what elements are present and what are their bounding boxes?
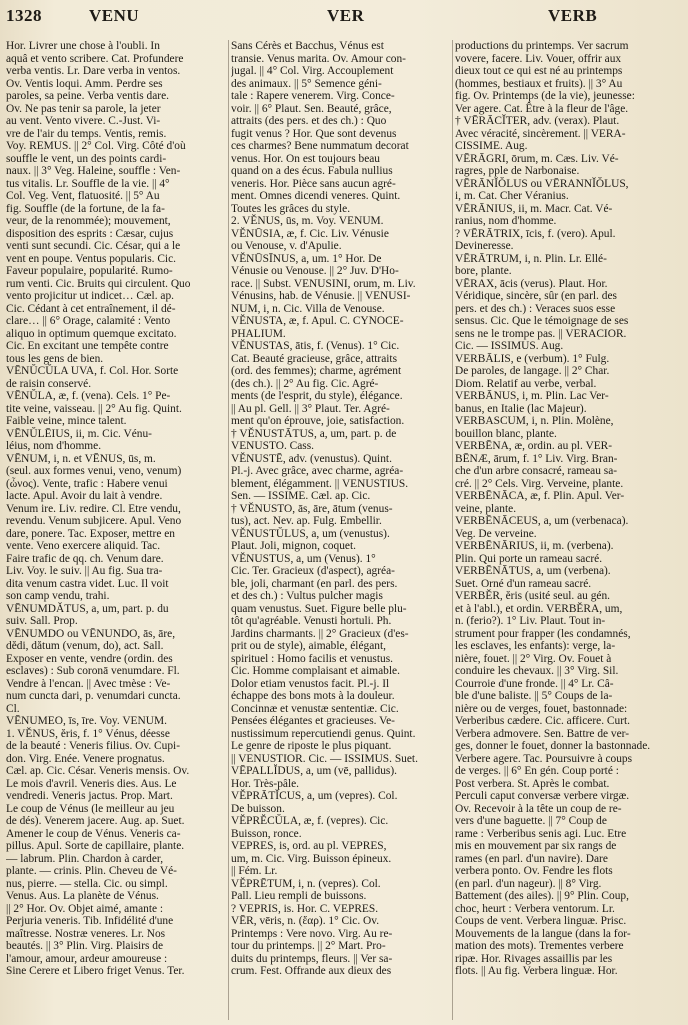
text-line: ranius, nom d'homme. — [455, 215, 557, 227]
text-line: prit ou de style), aimable, élégant, — [231, 640, 386, 652]
text-line: don. Virg. Enée. Venere prognatus. — [6, 752, 165, 765]
text-line: nustissimum repercutiendi genus. Quint. — [231, 727, 416, 740]
text-line: 2. VĔNUS, ūs, m. Voy. VENUM. — [231, 215, 384, 227]
text-line: (ord. des femmes); charme, agrément — [231, 365, 402, 377]
text-line: clare… || 6° Orage, calamité : Vento — [6, 315, 171, 327]
text-line: Cæl. ap. Cic. César. Veneris mensis. Ov. — [6, 765, 190, 777]
text-line: Cic. Cédant à cet entraînement, il dé- — [6, 302, 176, 315]
text-line: sensus. Cic. Que le témoignage de ses — [455, 315, 629, 327]
text-line: mis en mouvement par six rangs de — [455, 840, 617, 852]
text-line: tale : Rapere venerem. Virg. Conce- — [231, 90, 395, 102]
text-line: strument pour frapper (les condamnés, — [455, 627, 631, 640]
text-line: et des ch.) : Vultus pulcher magis — [231, 590, 383, 602]
text-line: VERBĒNĀRIUS, ii, m. (verbena). — [455, 540, 614, 552]
text-line: souffle le vent, un des points cardi- — [6, 152, 167, 165]
text-line: Toutes les grâces du style. — [231, 202, 351, 215]
text-line: Venus. Aus. La planète de Vénus. — [6, 890, 159, 902]
text-line: tour du printemps. || 2° Mart. Pro- — [231, 940, 386, 952]
text-line: tus), act. Nev. ap. Fulg. Embellir. — [231, 515, 382, 527]
text-line: Cat. Beauté gracieuse, grâce, attraits — [231, 352, 398, 365]
text-line: vento projicitur ut indicet… Cæl. ap. — [6, 290, 174, 302]
text-line: Perculi caput conversæ verbere virgæ. — [455, 790, 630, 802]
text-line: Verbera admovere. Sen. Battre de ver- — [455, 727, 630, 740]
text-line: Mouvements de la langue (dans la for- — [455, 927, 631, 940]
text-line: BĒNÆ, ārum, f. 1° Liv. Virg. Bran- — [455, 452, 618, 465]
text-line: Printemps : Vere novo. Virg. Au re- — [231, 927, 393, 940]
text-line: venti sunt secundi. Cic. César, qui a le — [6, 240, 181, 252]
text-line: Veg. De verveine. — [455, 527, 537, 540]
text-line: dieux tout ce qui est né au printemps — [455, 65, 623, 77]
text-line: VĔPRĀTĬCUS, a, um (vepres). Col. — [231, 790, 398, 802]
text-line: Ver agere. Cat. Être à la fleur de l'âge. — [455, 102, 629, 115]
text-line: au vent. Vento vivere. C.-Just. Vi- — [6, 115, 161, 127]
text-line: échappe des bons mots à la douleur. — [231, 690, 395, 702]
text-line: fugit venus ? Hor. Que sont devenus — [231, 127, 397, 140]
text-line: veine, plante. — [455, 502, 517, 515]
text-line: rame : Verberibus senis agi. Luc. Etre — [455, 827, 627, 840]
text-line: † VĒRĀCĬTER, adv. (verax). Plaut. — [455, 115, 620, 127]
text-line: (ὦνος). Vente, trafic : Habere venui — [6, 477, 168, 490]
column-divider — [452, 40, 453, 1020]
text-line: Venum ire. Liv. redire. Cl. Etre vendu, — [6, 502, 181, 515]
text-line: VERBASCUM, i, n. Plin. Molène, — [455, 415, 614, 427]
text-line: Le genre de riposte le plus piquant. — [231, 740, 392, 752]
text-line: quam venustus. Suet. Figure belle plu- — [231, 602, 407, 615]
text-line: Voy. REMUS. || 2° Col. Virg. Côté d'où — [6, 140, 186, 152]
text-line: Hor. Très-pâle. — [231, 777, 300, 790]
text-line: PHALIUM. — [231, 327, 286, 340]
text-line: VĔNUSTĒ, adv. (venustus). Quint. — [231, 452, 392, 465]
text-line: et à l'abl.), et ordin. VERBĔRA, um, — [455, 602, 623, 615]
text-line: VĒRĀNĬŎLUS ou VĒRANNĬŎLUS, — [455, 177, 629, 190]
text-line: léius, nom d'homme. — [6, 440, 102, 452]
text-line: nus, pierre. — stella. Cic. ou simpl. — [6, 877, 168, 890]
text-line: paroles, sa peine. Verba ventis dare. — [6, 90, 169, 102]
text-line: productions du printemps. Ver sacrum — [455, 40, 629, 52]
text-line: tus vitalis. Lr. Souffle de la vie. || 4° — [6, 177, 170, 190]
text-line: verbera ponto. Ov. Fendre les flots — [455, 865, 613, 877]
text-line: de raisin conservé. — [6, 377, 92, 390]
text-line: Suet. Orné d'un rameau sacré. — [455, 577, 592, 590]
text-line: n. (ferio?). 1° Liv. Plaut. Tout in- — [455, 615, 606, 627]
text-line: vente. Veno exercere aliquid. Tac. — [6, 540, 161, 552]
text-line: VĒNŬCŬLA UVA, f. Col. Hor. Sorte — [6, 365, 179, 377]
text-line: VĔNUSTŬLUS, a, um (venustus). — [231, 527, 390, 540]
text-line: De paroles, de langage. || 2° Char. — [455, 365, 610, 377]
text-line: lacte. Apul. Avoir du lait à vendre. — [6, 490, 163, 502]
text-line: beautés. || 3° Plin. Virg. Plaisirs de — [6, 940, 164, 952]
text-line: VĒNUMDĂTUS, a, um, part. p. du — [6, 602, 169, 615]
text-line: VĒNUMEO, īs, īre. Voy. VENUM. — [6, 715, 167, 727]
text-line: venus. Hor. On est toujours beau — [231, 152, 381, 165]
text-line: VERBĒNA, æ, ordin. au pl. VER- — [455, 440, 613, 452]
text-line: VĔNUSTUS, a, um (Venus). 1° — [231, 552, 376, 565]
text-line: VĒRĀGRI, ōrum, m. Cæs. Liv. Vé- — [455, 152, 619, 165]
text-line: ? VEPRIS, is. Hor. C. VEPRES. — [231, 902, 379, 915]
text-line: VERBĒNĀTUS, a, um (verbena). — [455, 565, 611, 577]
text-line: cré. || 2° Cels. Virg. Verveine, plante. — [455, 477, 624, 490]
text-line: pers. et des ch.) : Veraces suos esse — [455, 302, 616, 315]
text-line: (en parl. d'un nageur). || 8° Virg. — [455, 877, 602, 890]
text-line: sens ne le trompe pas. || VERACIOR. — [455, 327, 627, 340]
text-line: (seul. aux formes venui, veno, venum) — [6, 465, 182, 477]
column-divider — [228, 40, 229, 1020]
text-line: Sans Cérès et Bacchus, Vénus est — [231, 40, 384, 52]
text-line: — labrum. Plin. Chardon à carder, — [6, 852, 164, 865]
text-line: ments (de l'esprit, du style), élégance. — [231, 390, 403, 402]
text-line: Post verbera. St. Après le combat. — [455, 777, 610, 790]
text-line: Cic. — ISSIMUS. Aug. — [455, 340, 564, 352]
text-line: dare, ponere. Tac. Exposer, mettre en — [6, 527, 176, 540]
text-line: VĒNUM, i, n. et VĒNUS, ūs, m. — [6, 452, 156, 465]
text-line: 1. VĔNUS, ĕris, f. 1° Vénus, déesse — [6, 727, 170, 740]
text-line: || 2° Hor. Ov. Objet aimé, amante : — [6, 902, 164, 915]
text-line: quand on a des écus. Fabula nullius — [231, 165, 393, 177]
text-line: ou Venouse, v. d'Apulie. — [231, 240, 342, 252]
text-line: Battement (des ailes). || 9° Plin. Coup, — [455, 890, 629, 902]
text-line: veur, de la renommée); mouvement, — [6, 215, 171, 227]
text-line: VERBĀNUS, i, m. Plin. Lac Ver- — [455, 390, 609, 402]
text-line: Sine Cerere et Libero friget Venus. Ter. — [6, 965, 185, 977]
text-line: de verges. || 6° En gén. Coup porté : — [455, 765, 619, 777]
text-line: conduire les chevaux. || 3° Virg. Sil. — [455, 665, 619, 677]
text-line: Plin. Qui porte un rameau sacré. — [455, 552, 603, 565]
text-line: Sen. — ISSIME. Cæl. ap. Cic. — [231, 490, 371, 502]
text-line: || Fém. Lr. — [231, 865, 278, 877]
text-line: † VĔNUSTO, ās, āre, ātum (venus- — [231, 502, 393, 515]
text-line: VERBĒNĀCA, æ, f. Plin. Apul. Ver- — [455, 490, 625, 502]
text-line: Hor. Livrer une chose à l'oubli. In — [6, 40, 160, 52]
text-line: Vendre à l'encan. || Avec tmèse : Ve- — [6, 677, 171, 690]
text-line: bore, plante. — [455, 265, 512, 277]
text-line: ragres, pple de Narbonaise. — [455, 165, 580, 177]
text-line: VĒRAX, ācis (verus). Plaut. Hor. — [455, 277, 608, 290]
text-line: naux. || 3° Veg. Haleine, souffle : Ven- — [6, 165, 181, 177]
text-line: VENUSTO. Cass. — [231, 440, 315, 452]
text-line: Pl.-j. Avec grâce, avec charme, agréa- — [231, 465, 404, 477]
text-line: ripæ. Hor. Rivages assaillis par les — [455, 952, 613, 965]
text-line: VĒRĀTRUM, i, n. Plin. Lr. Ellé- — [455, 252, 607, 265]
text-line: || Au pl. Gell. || 3° Plaut. Ter. Agré- — [231, 402, 390, 415]
text-line: nière, fouet. || 2° Virg. Ov. Fouet à — [455, 652, 612, 665]
text-line: VĒNŬLĒIUS, ii, m. Cic. Vénu- — [6, 427, 152, 440]
text-line: Avec véracité, sincèrement. || VERA- — [455, 127, 626, 140]
text-line: CISSIME. Aug. — [455, 140, 528, 152]
text-line: rum venti. Cic. Bruits qui circulent. Quo — [6, 277, 191, 290]
text-line: race. || Subst. VENUSINI, orum, m. Liv. — [231, 277, 416, 290]
text-line: VĒNŬLA, æ, f. (vena). Cels. 1° Pe- — [6, 390, 171, 402]
text-line: VĒR, vēris, n. (ἔαρ). 1° Cic. Ov. — [231, 915, 380, 927]
text-line: Plaut. Joli, mignon, coquet. — [231, 540, 356, 552]
text-line: num cuncta dari, p. venumdari cuncta. — [6, 690, 181, 702]
text-line: Pall. Lieu rempli de buissons. — [231, 890, 367, 902]
text-line: VĒRĀNIUS, ii, m. Macr. Cat. Vé- — [455, 202, 613, 215]
text-line: ges, donner le fouet, donner la bastonnade. — [455, 740, 651, 752]
text-line: verba ventis. Lr. Dare verba in ventos. — [6, 65, 181, 77]
text-column-center — [231, 40, 453, 978]
text-line: Faible veine, mince talent. — [6, 415, 127, 427]
text-line: um, m. Cic. Virg. Buisson épineux. — [231, 852, 392, 865]
text-line: dĕdi, dătum (venum, do), act. Sall. — [6, 640, 164, 652]
text-line: blement, élégamment. || VENUSTIUS. — [231, 477, 409, 490]
text-line: Ov. Ne pas tenir sa parole, la jeter — [6, 102, 161, 115]
text-column-left — [6, 40, 228, 978]
text-line: pillus. Apul. Sorte de capillaire, plante. — [6, 840, 185, 852]
text-line: banus, en Italie (lac Majeur). — [455, 402, 587, 415]
text-line: De buisson. — [231, 802, 285, 815]
head-word-right: VERB — [548, 6, 598, 25]
text-line: Le coup de Vénus (le meilleur au jeu — [6, 802, 175, 815]
text-line: Dolor etiam venustos facit. Pl.-j. Il — [231, 677, 390, 690]
text-line: son camp vendu, trahi. — [6, 590, 110, 602]
text-line: tous les gens de bien. — [6, 352, 104, 365]
text-line: dita venum castra videt. Luc. Il voit — [6, 577, 169, 590]
text-line: VĔNŪSIA, æ, f. Cic. Liv. Vénusie — [231, 227, 389, 240]
text-line: fig. Souffle (de la fortune, de la fa- — [6, 202, 165, 215]
text-line: Faire trafic de qq. ch. Venum dare. — [6, 552, 164, 565]
text-line: vers d'une baguette. || 7° Coup de — [455, 815, 607, 827]
text-line: VERBĀLIS, e (verbum). 1° Fulg. — [455, 352, 610, 365]
text-line: Pensées élégantes et gracieuses. Ve- — [231, 715, 395, 727]
text-line: Jardins charmants. || 2° Gracieux (d'es- — [231, 627, 409, 640]
text-line: veneris. Hor. Pièce sans aucun agré- — [231, 177, 396, 190]
text-line: Col. Veg. Vent, flatuosité. || 5° Au — [6, 190, 160, 202]
text-line: vent en poupe. Ventus popularis. Cic. — [6, 252, 176, 265]
text-line: Ov. Recevoir à la tête un coup de re- — [455, 802, 622, 815]
text-line: ble, joli, charmant (en parl. des pers. — [231, 577, 398, 590]
text-line: ces charmes? Bene nummatum decorat — [231, 140, 409, 152]
head-word-center: VER — [327, 6, 365, 25]
text-line: de la beauté : Veneris filius. Ov. Cupi- — [6, 740, 180, 752]
text-line: VĔNUSTA, æ, f. Apul. C. CYNOCE- — [231, 315, 404, 327]
text-line: Verberibus cædere. Cic. afficere. Curt. — [455, 715, 631, 727]
text-line: duits du printemps, fleurs. || Ver sa- — [231, 952, 393, 965]
text-line: Devineresse. — [455, 240, 514, 252]
text-line: revendu. Venum subjicere. Apul. Veno — [6, 515, 182, 527]
text-line: (des ch.). || 2° Au fig. Cic. Agré- — [231, 377, 379, 390]
text-line: rames (en parl. d'un navire). Dare — [455, 852, 608, 865]
text-column-right — [455, 40, 677, 978]
text-line: Courroie d'une fronde. || 4° Lr. Câ- — [455, 677, 614, 690]
text-line: les esclaves, les enfants): verge, la- — [455, 640, 616, 652]
text-line: Cl. — [6, 702, 20, 715]
text-line: vendredi. Veneris jactus. Prop. Mart. — [6, 790, 173, 802]
text-line: VEPRES, is, ord. au pl. VEPRES, — [231, 840, 387, 852]
text-line: Liv. Voy. le suiv. || Au fig. Sua tra- — [6, 565, 163, 577]
text-line: Cic. Ter. Gracieux (d'aspect), agréa- — [231, 565, 395, 577]
text-line: jugal. || 4° Col. Virg. Accouplement — [231, 65, 394, 77]
text-line: mation des mots). Trementes verbere — [455, 940, 624, 952]
text-line: bouillon blanc, plante. — [455, 427, 557, 440]
text-line: spirituel : Homo facilis et venustus. — [231, 652, 393, 665]
text-line: Diom. Relatif au verbe, verbal. — [455, 377, 597, 390]
text-line: VERBĒNĀCEUS, a, um (verbenaca). — [455, 515, 629, 527]
text-line: VERBĔR, ĕris (usité seul. au gén. — [455, 590, 611, 602]
text-line: nière ou de verges, fouet, bastonnade: — [455, 702, 628, 715]
text-line: † VĔNUSTĀTUS, a, um, part. p. de — [231, 427, 397, 440]
text-line: esclaves) : Sub coronā venumdare. Fl. — [6, 665, 180, 677]
text-line: de dés). Venerem jacere. Aug. ap. Suet. — [6, 815, 185, 827]
text-line: plante. — crinis. Plin. Cheveu de Vé- — [6, 865, 177, 877]
text-line: Cic. Homme complaisant et aimable. — [231, 665, 400, 677]
text-line: vovere, facere. Liv. Vouer, offrir aux — [455, 52, 622, 65]
text-line: attraits (des pers. et des ch.) : Quo — [231, 115, 387, 127]
text-line: Vénusins, hab. de Vénusie. || VENUSI- — [231, 290, 411, 302]
text-line: Amener le coup de Vénus. Veneris ca- — [6, 827, 181, 840]
text-line: disposition des esprits : Cæsar, cujus — [6, 227, 174, 240]
text-line: Cic. En excitant une tempête contre — [6, 340, 169, 352]
text-line: VĔPRĒTUM, i, n. (vepres). Col. — [231, 877, 381, 890]
text-line: VĔNUSTAS, ātis, f. (Venus). 1° Cic. — [231, 340, 400, 352]
text-line: suiv. Sall. Prop. — [6, 615, 78, 627]
text-line: ment. Omnes dicendi veneres. Quint. — [231, 190, 401, 202]
text-line: l'amour, amour, ardeur amoureuse : — [6, 952, 168, 965]
text-line: VĒNUMDO ou VĒNUNDO, ās, āre, — [6, 627, 176, 640]
text-line: fig. Ov. Printemps (de la vie), jeunesse: — [455, 90, 635, 102]
text-line: Concinnæ et venustæ sententiæ. Cic. — [231, 702, 399, 715]
text-line: ment qu'on éprouve, joie, satisfaction. — [231, 415, 405, 427]
text-line: || VENUSTIOR. Cic. — ISSIMUS. Suet. — [231, 752, 418, 765]
text-line: aquâ et vento scribere. Cat. Profundere — [6, 52, 184, 65]
text-line: transie. Venus marita. Ov. Amour con- — [231, 52, 406, 65]
text-line: Perjuria veneris. Tib. Infidélité d'une — [6, 915, 174, 927]
text-line: Verbere agere. Tac. Poursuivre à coups — [455, 752, 633, 765]
text-line: che d'un arbre consacré, rameau sa- — [455, 465, 618, 477]
text-line: ? VĒRĀTRIX, īcis, f. (vero). Apul. — [455, 227, 616, 240]
text-line: VĔPRĔCŬLA, æ, f. (vepres). Cic. — [231, 815, 389, 827]
text-line: voir. || 6° Plaut. Sen. Beauté, grâce, — [231, 102, 392, 115]
text-line: tite veine, vaisseau. || 2° Au fig. Quint. — [6, 402, 182, 415]
text-line: vre de l'air du temps. Ventis, remis. — [6, 127, 167, 140]
text-line: Vénusie ou Venouse. || 2° Juv. D'Ho- — [231, 265, 399, 277]
text-line: choc, heurt : Verbera ventorum. Lr. — [455, 902, 615, 915]
text-line: VĔNŪSĪNUS, a, um. 1° Hor. De — [231, 252, 382, 265]
text-line: (hommes, bestiaux et fruits). || 3° Au — [455, 77, 623, 90]
text-line: Véridique, sincère, sûr (en parl. des — [455, 290, 617, 302]
text-line: Le mois d'avril. Veneris dies. Aus. Le — [6, 777, 177, 790]
text-line: i, m. Cat. Cher Véranius. — [455, 190, 569, 202]
text-line: des animaux. || 5° Semence géni- — [231, 77, 382, 90]
text-line: Ov. Ventis loqui. Amm. Perdre ses — [6, 77, 163, 90]
text-line: Coups de vent. Verbera linguæ. Prisc. — [455, 915, 627, 927]
page-header — [0, 0, 688, 40]
text-line: VĒPALLĬDUS, a, um (vē, pallidus). — [231, 765, 397, 777]
text-line: aliquo in optimum quemque excitato. — [6, 327, 177, 340]
text-line: Buisson, ronce. — [231, 827, 302, 840]
text-line: Exposer en vente, vendre (ordin. des — [6, 652, 173, 665]
head-word-left: VENU — [89, 6, 140, 25]
text-line: maîtresse. Nostræ veneres. Lr. Nos — [6, 927, 166, 940]
text-line: NUM, i, n. Cic. Villa de Venouse. — [231, 302, 385, 315]
text-line: ble d'une baliste. || 5° Coups de la- — [455, 690, 613, 702]
text-line: Faveur populaire, popularité. Rumo- — [6, 265, 173, 277]
page-number: 1328 — [6, 6, 42, 25]
text-line: tôt qu'agréable. Venusti hortuli. Ph. — [231, 615, 392, 627]
text-line: crum. Fest. Offrande aux dieux des — [231, 965, 392, 977]
text-line: flots. || Au fig. Verbera linguæ. Hor. — [455, 965, 618, 977]
